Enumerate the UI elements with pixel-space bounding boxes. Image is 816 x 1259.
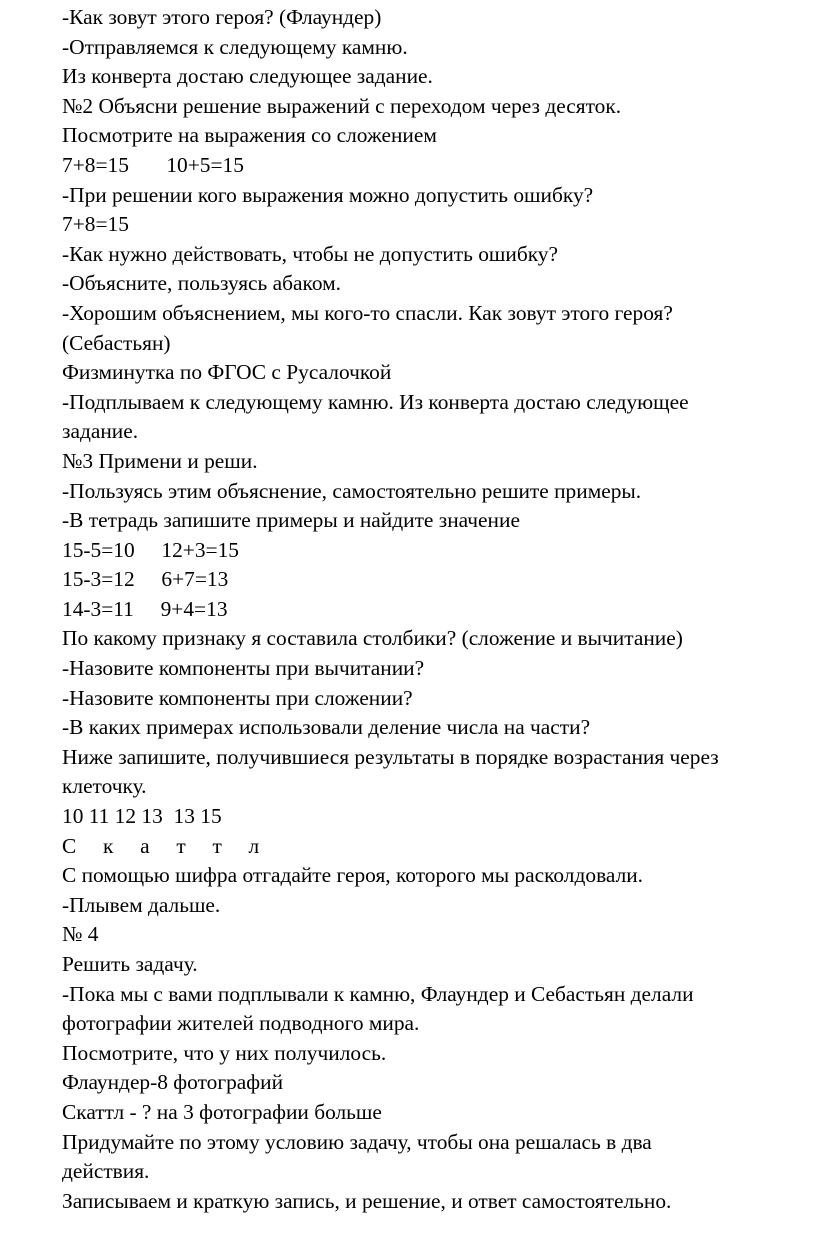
text-line: Посмотрите на выражения со сложением [62,123,437,148]
text-line: Решить задачу. [62,952,198,976]
text-line: -Объясните, пользуясь абаком. [62,271,341,296]
text-line: № 4 [62,922,99,947]
text-line: 15-3=12 6+7=13 [62,567,229,592]
text-line: Скаттл - ? на 3 фотографии больше [62,1099,382,1124]
text-line: Посмотрите, что у них получилось. [62,1040,387,1065]
text-line: Ниже запишите, получившиеся результаты в порядке возрастания через [62,744,719,769]
text-line: клеточку. [62,774,147,799]
text-line: Физминутка по ФГОС с Русалочкой [62,360,392,385]
text-line: -Назовите компоненты при вычитании? [62,656,425,681]
text-line: -При решении кого выражения можно допустить ошибку? [62,182,594,207]
text-line: -Хорошим объяснением, мы кого-то спасли. Как зовут этого героя? [62,300,673,325]
text-line: Придумайте по этому условию задачу, чтобы она решалась в два [62,1129,652,1154]
text-line: №2 Объясни решение выражений с переходом через десяток. [62,93,622,118]
text-line: -Отправляемся к следующему камню. [62,34,408,59]
text-line: действия. [62,1159,150,1184]
text-line: 7+8=15 10+5=15 [62,152,244,177]
text-line: -Пока мы с вами подплывали к камню, Флаундер и Себастьян делали [62,981,694,1006]
text-line: задание. [62,419,139,444]
text-line: -Назовите компоненты при сложении? [62,685,413,710]
text-line: С помощью шифра отгадайте героя, которого мы расколдовали. [62,863,644,888]
text-line: Записываем и краткую запись, и решение, и ответ самостоятельно. [62,1188,672,1213]
text-line: -В тетрадь запишите примеры и найдите значение [62,508,520,533]
text-line: №3 Примени и реши. [62,448,258,473]
text-line: По какому признаку я составила столбики? (сложение и вычитание) [62,626,683,651]
text-line: -Подплываем к следующему камню. Из конверта достаю следующее [62,389,689,414]
text-line: -Как нужно действовать, чтобы не допустить ошибку? [62,241,558,266]
text-line: (Себастьян) [62,330,171,355]
text-line: -Пользуясь этим объяснение, самостоятельно решите примеры. [62,478,642,503]
text-line: -Как зовут этого героя? (Флаундер) [62,5,382,29]
text-line: 15-5=10 12+3=15 [62,537,240,562]
text-line: фотографии жителей подводного мира. [62,1011,420,1036]
text-line: 14-3=11 9+4=13 [62,596,228,621]
text-line: Из конверта достаю следующее задание. [62,64,433,89]
document-page [62,3,814,1216]
text-line: 7+8=15 [62,212,129,237]
cipher-letters-line: С к а т т л [62,833,260,858]
text-line: -В каких примерах использовали деление числа на части? [62,715,591,740]
text-line: -Плывем дальше. [62,892,221,917]
text-line: 10 11 12 13 13 15 [62,804,222,829]
text-line: Флаундер-8 фотографий [62,1070,284,1095]
